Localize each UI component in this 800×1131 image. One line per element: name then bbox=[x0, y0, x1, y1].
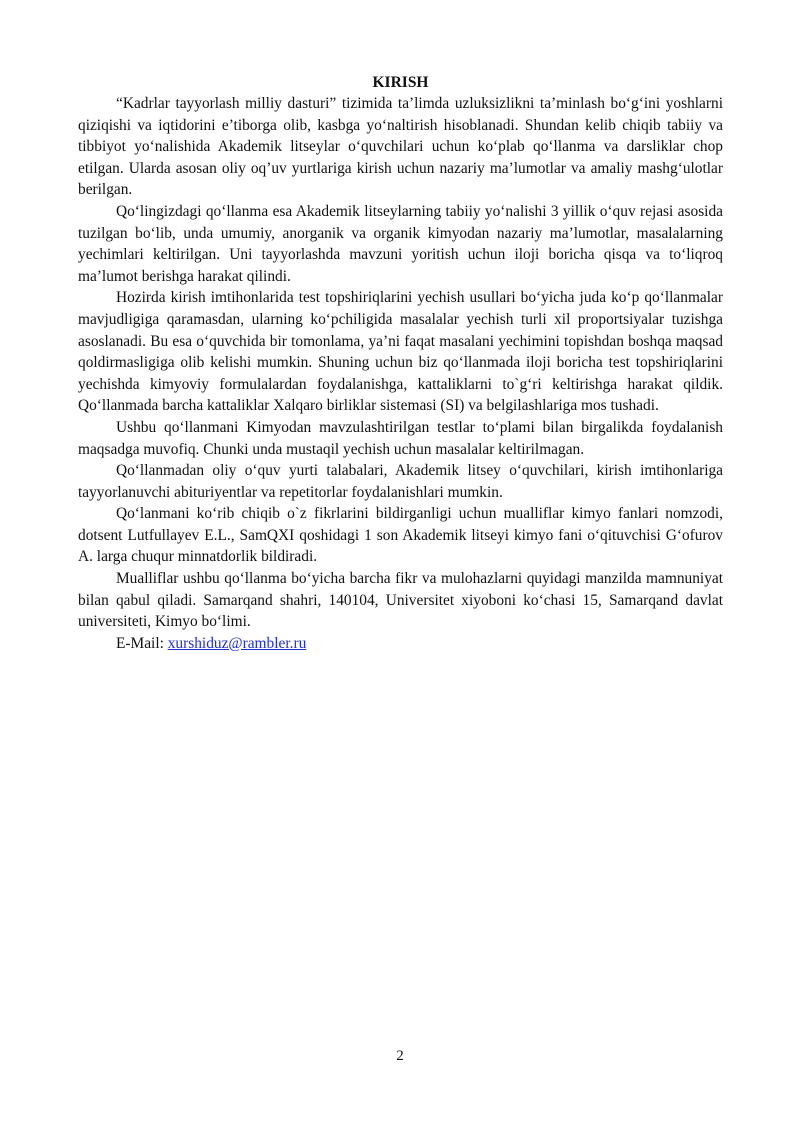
email-label: E-Mail: bbox=[116, 634, 168, 652]
paragraph-1: “Kadrlar tayyorlash milliy dasturi” tizimida ta’limda uzluksizlikni ta’minlash bo‘g‘ini yoshlarni qiziqishi va iqtidorini e’tiborga olib, kasbga yo‘naltirish hisoblanadi. Shundan kelib chiqib tabiiy va tibbiyot yo‘nalishida Akademik litseylar o‘quvchilari uchun ko‘plab qo‘llanma va darsliklar chop etilgan. Ularda asosan oliy oq’uv yurtlariga kirish uchun nazariy ma’lumotlar va amaliy mashg‘ulotlar berilgan. bbox=[78, 95, 723, 199]
section-heading: KIRISH bbox=[372, 74, 429, 91]
paragraph-6: Qo‘lanmani ko‘rib chiqib o`z fikrlarini bildirganligi uchun mualliflar kimyo fanlari nomzodi, dotsent Lutfullayev E.L., SamQXI qoshidagi 1 son Akademik litseyi kimyo fani o‘qituvchisi G‘ofurov A. larga chuqur minnatdorlik bildiradi. bbox=[78, 505, 723, 566]
paragraph-7: Mualliflar ushbu qo‘llanma bo‘yicha barcha fikr va mulohazlarni quyidagi manzilda mamnuniyat bilan qabul qiladi. Samarqand shahri, 140104, Universitet xiyoboni ko‘chasi 15, Samarqand davlat universiteti, Kimyo bo‘limi. bbox=[78, 570, 723, 631]
paragraph-3: Hozirda kirish imtihonlarida test topshiriqlarini yechish usullari bo‘yicha juda ko‘p qo‘llanmalar mavjudligiga qaramasdan, ularning ko‘pchiligida masalalar yechish turli xil proportsiyalar tuzishga asoslanadi. Bu esa o‘quvchida bir tomonlama, ya’ni faqat masalani yechimini topishdan boshqa maqsad qoldirmasligiga olib kelishi mumkin. Shuning uchun biz qo‘llanmada iloji boricha test topshiriqlarini yechishda kimyoviy formulalardan foydalanishga, kattaliklarni to`g‘ri keltirishga harakat qildik. Qo‘llanmada barcha kattaliklar Xalqaro birliklar sistemasi (SI) va belgilashlariga mos tushadi. bbox=[78, 289, 723, 415]
document-page bbox=[78, 72, 723, 654]
email-line bbox=[78, 633, 723, 655]
paragraph-4: Ushbu qo‘llanmani Kimyodan mavzulashtirilgan testlar to‘plami bilan birgalikda foydalanish maqsadga muvofiq. Chunki unda mustaqil yechish uchun masalalar keltirilmagan. bbox=[78, 418, 723, 458]
email-link[interactable]: xurshiduz@rambler.ru bbox=[167, 634, 307, 652]
paragraph-2: Qo‘lingizdagi qo‘llanma esa Akademik litseylarning tabiiy yo‘nalishi 3 yillik o‘quv rejasi asosida tuzilgan bo‘lib, unda umumiy, anorganik va organik kimyodan nazariy ma’lumotlar, masalalarning yechimlari keltirilgan. Uni tayyorlashda mavzuni yoritish uchun iloji boricha qisqa va to‘liqroq ma’lumot berishga harakat qilindi. bbox=[78, 202, 723, 285]
page-number: 2 bbox=[396, 1048, 404, 1064]
paragraph-5: Qo‘llanmadan oliy o‘quv yurti talabalari, Akademik litsey o‘quvchilari, kirish imtihonlariga tayyorlanuvchi abituriyentlar va repetitorlar foydalanishlari mumkin. bbox=[78, 462, 723, 501]
